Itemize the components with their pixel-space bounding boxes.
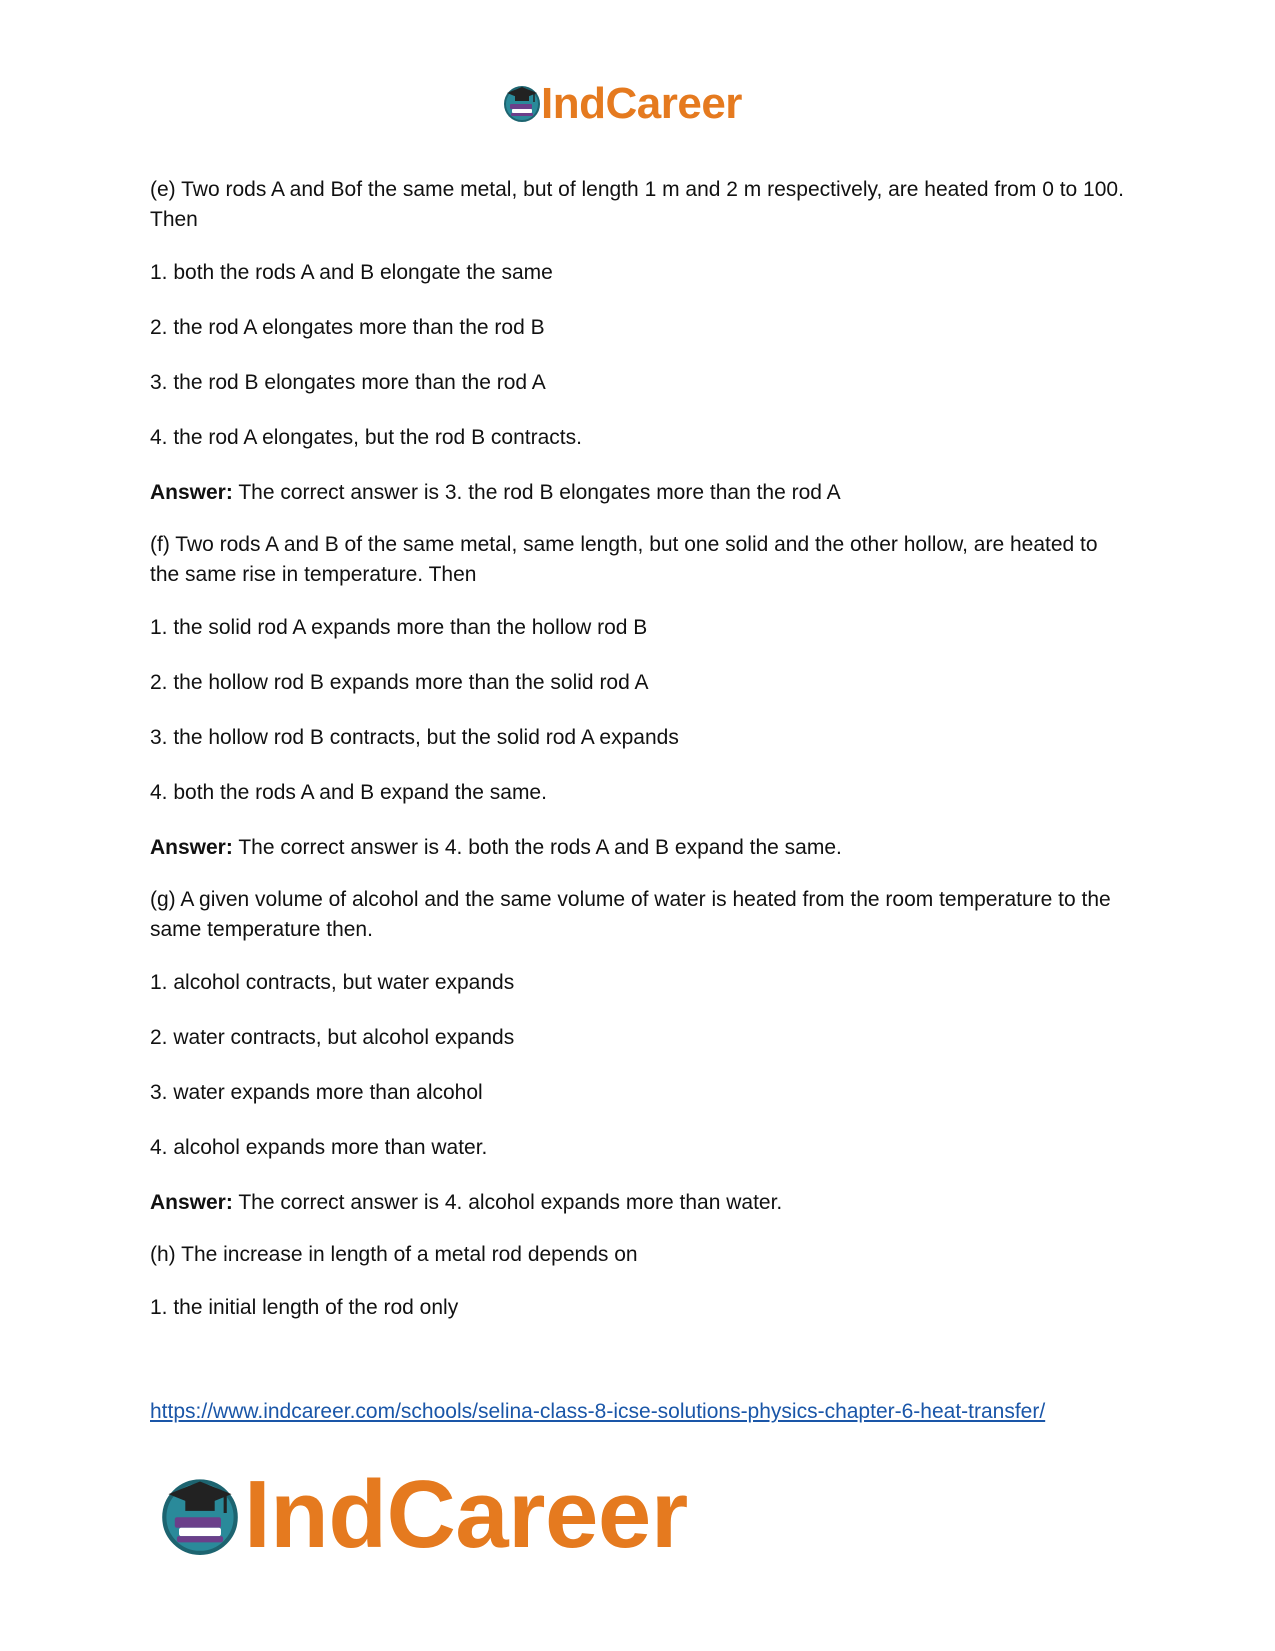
source-link[interactable]: https://www.indcareer.com/schools/selina-class-8-icse-solutions-physics-chapter-6-heat-transfer/ [150, 1400, 1046, 1423]
header-logo [503, 80, 742, 128]
option-text: 3. water expands more than alcohol [150, 1081, 483, 1104]
answer-line [150, 833, 1130, 863]
question-text: (e) Two rods A and Bof the same metal, but of length 1 m and 2 m respectively, are heated from 0 to 100. Then [150, 178, 1124, 231]
answer-label: Answer: [150, 481, 233, 504]
option-text: 4. the rod A elongates, but the rod B contracts. [150, 426, 582, 449]
question-text: (f) Two rods A and B of the same metal, same length, but one solid and the other hollow, are heated to the same rise in temperature. Then [150, 533, 1098, 586]
footer-logo-text: IndCareer [244, 1461, 688, 1568]
answer-line [150, 1188, 1130, 1218]
answer-text: The correct answer is 4. both the rods A and B expand the same. [232, 836, 842, 859]
option-text: 2. the hollow rod B expands more than the solid rod A [150, 671, 649, 694]
header-logo-text: IndCareer [541, 79, 742, 128]
graduation-cap-globe-icon [160, 1471, 240, 1560]
option-text: 1. the solid rod A expands more than the hollow rod B [150, 616, 648, 639]
answer-line [150, 478, 1130, 508]
answer-label: Answer: [150, 1191, 233, 1214]
graduation-cap-globe-icon [503, 82, 541, 127]
option-text: 4. both the rods A and B expand the same. [150, 781, 547, 804]
question-text: (h) The increase in length of a metal rod depends on [150, 1243, 638, 1266]
option-text: 2. water contracts, but alcohol expands [150, 1026, 515, 1049]
document-body [150, 175, 1130, 1348]
option-text: 2. the rod A elongates more than the rod B [150, 316, 545, 339]
answer-label: Answer: [150, 836, 233, 859]
option-text: 1. both the rods A and B elongate the same [150, 261, 553, 284]
option-text: 3. the rod B elongates more than the rod A [150, 371, 546, 394]
answer-text: The correct answer is 4. alcohol expands more than water. [232, 1191, 783, 1214]
option-text: 1. alcohol contracts, but water expands [150, 971, 515, 994]
option-text: 1. the initial length of the rod only [150, 1296, 459, 1319]
option-text: 4. alcohol expands more than water. [150, 1136, 488, 1159]
question-text: (g) A given volume of alcohol and the same volume of water is heated from the room temperature to the same temperature then. [150, 888, 1111, 941]
answer-text: The correct answer is 3. the rod B elongates more than the rod A [232, 481, 841, 504]
footer-logo [160, 1461, 688, 1568]
option-text: 3. the hollow rod B contracts, but the solid rod A expands [150, 726, 679, 749]
